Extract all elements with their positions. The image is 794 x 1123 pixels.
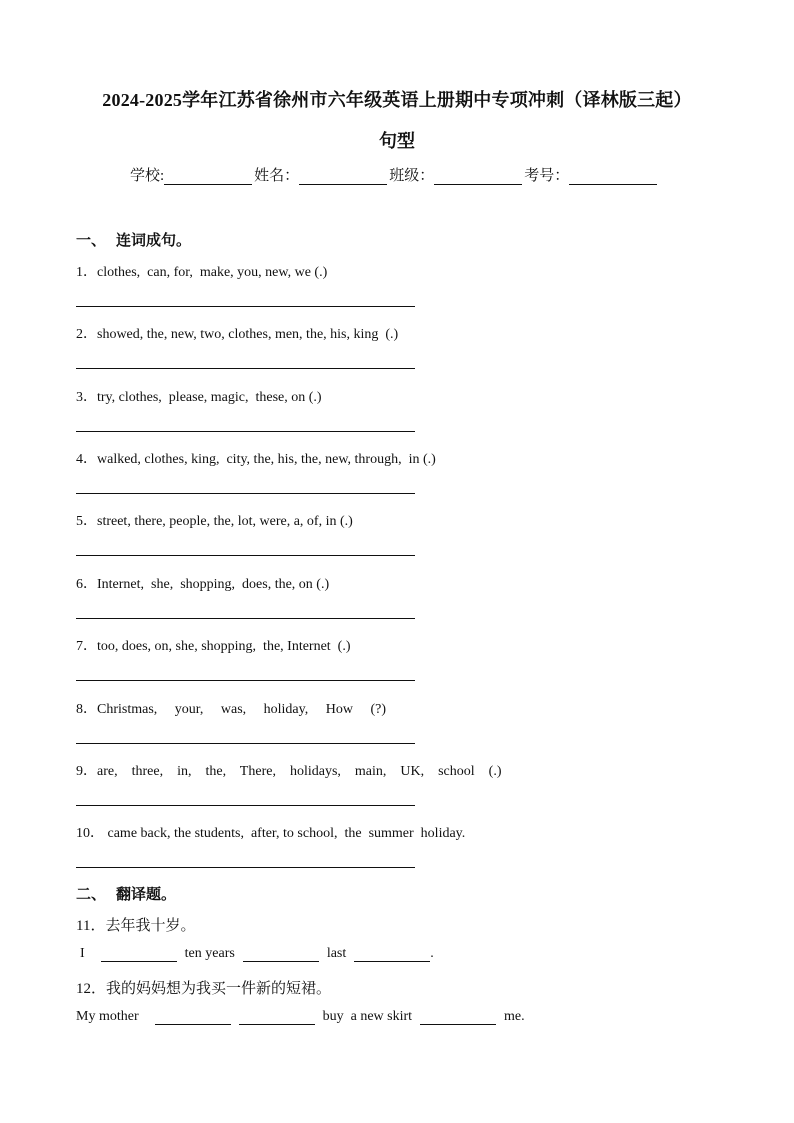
question-5 <box>76 510 353 530</box>
question-prompt: 我的妈妈想为我买一件新的短裙。 <box>106 981 332 997</box>
answer-line-3[interactable] <box>76 431 415 432</box>
exam-number-field[interactable] <box>569 167 657 185</box>
question-number: 8． <box>76 702 97 717</box>
fill-blank[interactable] <box>101 946 177 962</box>
class-label: 班级： <box>389 168 435 184</box>
answer-line-6[interactable] <box>76 618 415 619</box>
question-number: 11． <box>76 918 106 934</box>
question-number: 10． <box>76 826 104 841</box>
school-label: 学校: <box>130 168 165 184</box>
fill-text: last <box>326 946 347 961</box>
question-number: 7． <box>76 639 97 654</box>
fill-row-12 <box>76 1009 525 1025</box>
question-12 <box>76 977 331 998</box>
fill-text: . <box>430 946 434 961</box>
question-8 <box>76 698 386 718</box>
fill-text: ten years <box>184 946 235 961</box>
question-number: 4． <box>76 452 97 467</box>
exam-number-label: 考号： <box>524 168 570 184</box>
question-prompt: 去年我十岁。 <box>105 918 196 934</box>
section-title: 翻译题。 <box>116 887 177 903</box>
answer-line-7[interactable] <box>76 680 415 681</box>
question-text: Christmas, your, was, holiday, How (?) <box>97 702 386 717</box>
answer-line-1[interactable] <box>76 306 415 307</box>
question-number: 3． <box>76 390 97 405</box>
class-field[interactable] <box>434 167 522 185</box>
question-number: 6． <box>76 577 97 592</box>
student-info-row <box>130 164 659 185</box>
name-field[interactable] <box>299 167 387 185</box>
question-10 <box>76 822 465 842</box>
section-heading-2 <box>76 883 176 904</box>
question-text: street, there, people, the, lot, were, a, of, in (.) <box>97 514 353 529</box>
answer-line-9[interactable] <box>76 805 415 806</box>
question-text: try, clothes, please, magic, these, on (.) <box>97 390 322 405</box>
fill-blank[interactable] <box>243 946 319 962</box>
answer-line-4[interactable] <box>76 493 415 494</box>
fill-blank[interactable] <box>420 1009 496 1025</box>
answer-line-5[interactable] <box>76 555 415 556</box>
fill-text: buy a new skirt <box>322 1009 413 1024</box>
question-4 <box>76 448 436 468</box>
section-heading-1 <box>76 229 191 250</box>
question-text: came back, the students, after, to school, the summer holiday. <box>104 826 466 841</box>
fill-text: My mother <box>76 1009 139 1024</box>
question-1 <box>76 261 327 281</box>
question-text: walked, clothes, king, city, the, his, the, new, through, in (.) <box>97 452 436 467</box>
section-number: 二、 <box>76 887 107 903</box>
question-number: 1． <box>76 265 97 280</box>
question-text: are, three, in, the, There, holidays, main, UK, school (.) <box>97 764 502 779</box>
fill-row-11 <box>80 946 434 962</box>
question-text: clothes, can, for, make, you, new, we (.) <box>97 265 328 280</box>
school-field[interactable] <box>164 167 252 185</box>
fill-blank[interactable] <box>155 1009 231 1025</box>
question-7 <box>76 635 351 655</box>
page-title: 2024-2025学年江苏省徐州市六年级英语上册期中专项冲刺（译林版三起） <box>102 90 692 110</box>
section-number: 一、 <box>76 233 107 249</box>
fill-text: me. <box>504 1009 525 1024</box>
fill-blank[interactable] <box>239 1009 315 1025</box>
section-title: 连词成句。 <box>116 233 192 249</box>
answer-line-2[interactable] <box>76 368 415 369</box>
answer-line-8[interactable] <box>76 743 415 744</box>
page-subtitle: 句型 <box>379 131 415 151</box>
fill-blank[interactable] <box>354 946 430 962</box>
question-11 <box>76 914 195 935</box>
fill-text: I <box>80 946 85 961</box>
question-number: 5． <box>76 514 97 529</box>
question-number: 12． <box>76 981 107 997</box>
answer-line-10[interactable] <box>76 867 415 868</box>
name-label: 姓名： <box>254 168 300 184</box>
question-9 <box>76 760 501 780</box>
question-6 <box>76 573 329 593</box>
question-2 <box>76 323 398 343</box>
question-text: showed, the, new, two, clothes, men, the, his, king (.) <box>97 327 399 342</box>
question-text: Internet, she, shopping, does, the, on (.) <box>97 577 330 592</box>
question-text: too, does, on, she, shopping, the, Internet (.) <box>97 639 351 654</box>
question-3 <box>76 386 322 406</box>
question-number: 9． <box>76 764 97 779</box>
question-number: 2． <box>76 327 97 342</box>
